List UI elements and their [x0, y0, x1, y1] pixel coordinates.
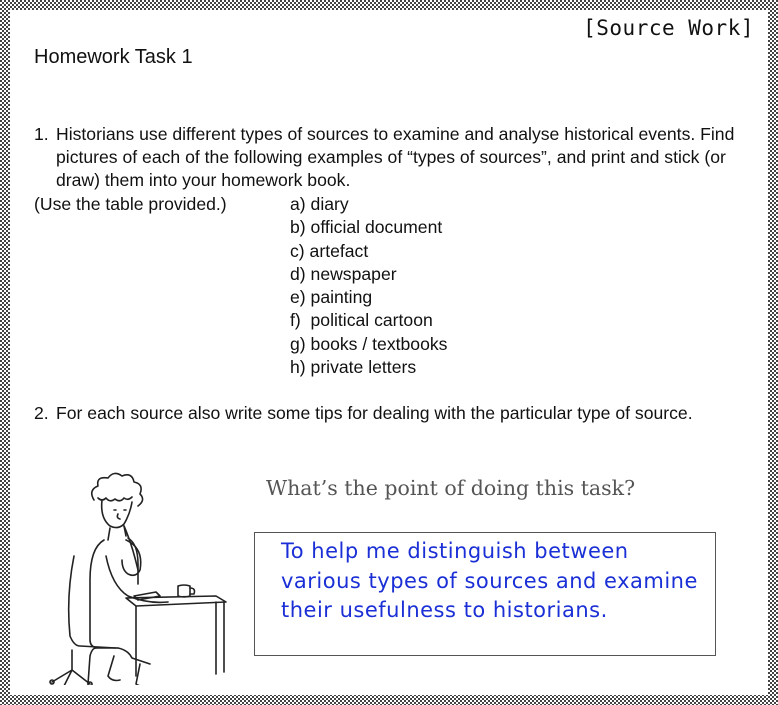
list-item: b) official document	[290, 217, 443, 238]
answer-box	[254, 532, 716, 656]
answer-text: To help me distinguish between various types of sources and examine their usefulness to historians.	[281, 539, 698, 622]
list-item: h) private letters	[290, 357, 417, 378]
question-1-text: Historians use different types of sources to examine and analyse historical events. Find pictures of each of the following examples of “types of sources”, and print and stick (or draw) them into your homework book.	[56, 124, 735, 190]
worksheet-content	[10, 10, 768, 695]
list-item: a) diary	[290, 194, 349, 214]
use-table-note: (Use the table provided.)	[34, 194, 227, 214]
question-2-text: For each source also write some tips for dealing with the particular type of source.	[56, 403, 693, 423]
list-item: d) newspaper	[290, 263, 397, 284]
question-1-number: 1.	[34, 124, 49, 144]
list-item: e) painting	[290, 287, 373, 308]
source-types-list	[290, 193, 447, 379]
list-item: f) political cartoon	[290, 310, 433, 331]
list-item: g) books / textbooks	[290, 333, 448, 354]
list-item: c) artefact	[290, 240, 369, 261]
task-purpose-heading: What’s the point of doing this task?	[266, 476, 636, 500]
question-2-number: 2.	[34, 403, 49, 423]
source-work-tag: [Source Work]	[583, 16, 754, 40]
student-at-desk-illustration	[28, 460, 248, 685]
page-title: Homework Task 1	[34, 46, 193, 68]
